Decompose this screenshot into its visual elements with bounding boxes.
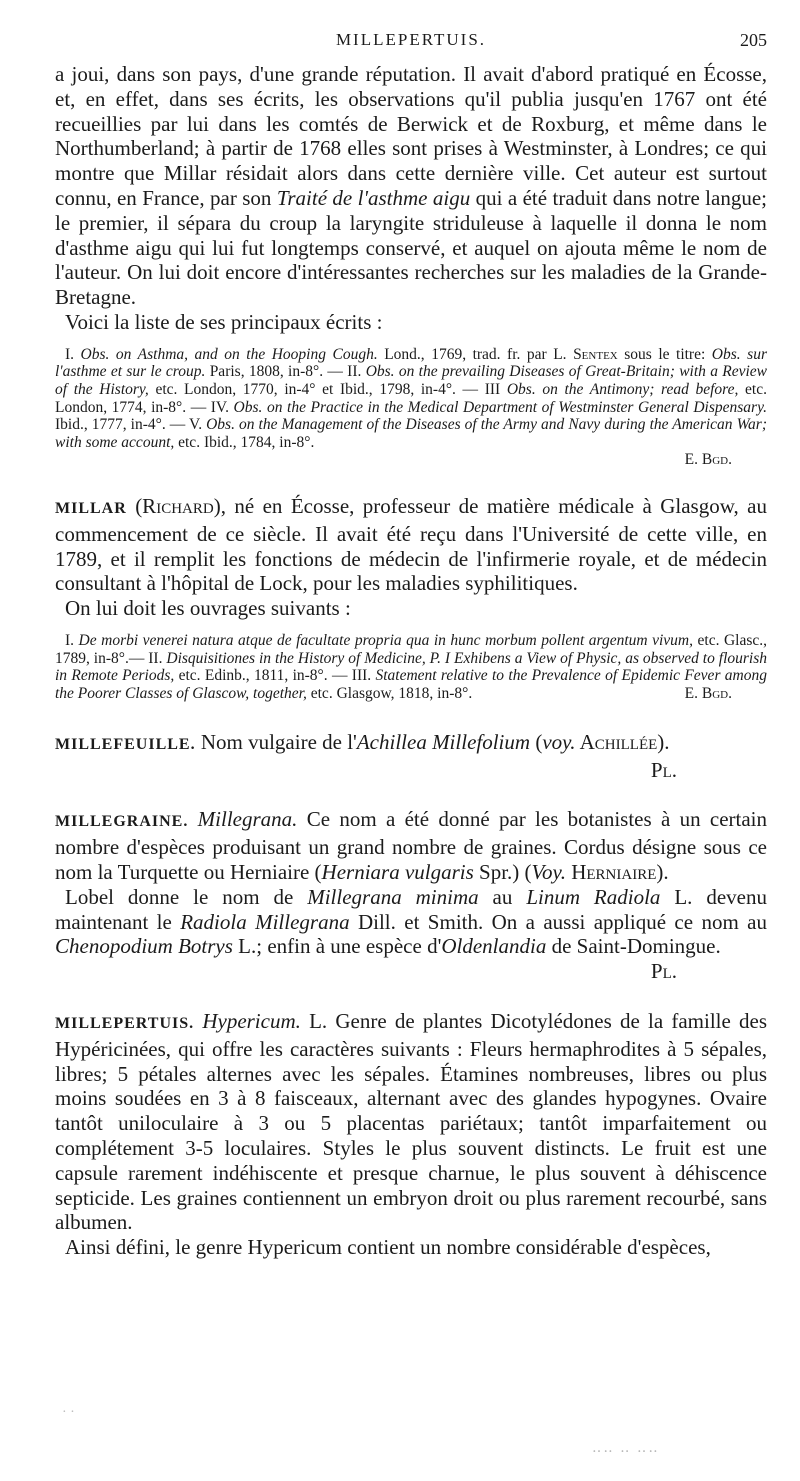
cross-ref: Achillée). (575, 729, 670, 754)
bib-text: Paris, 1808, in-8°. — II. (205, 363, 366, 381)
entry-text: de Saint-Domingue. (546, 934, 721, 959)
millefeuille-entry (55, 730, 767, 758)
bib-title: Disquisitiones in the History of Medicine, P. I Exhibens a View of Physic, as observed to flourish in Remote Periods, (55, 649, 767, 685)
bleed-through-mark: · · (62, 1405, 75, 1420)
bib-text: etc. Glasgow, 1818, in-8°. (306, 684, 473, 702)
bib-title: De morbi venerei natura atque de facultate propria qua in hunc morbum pollent argentum vivum, (78, 631, 694, 649)
millar-writings-intro: Voici la liste de ses principaux écrits : (65, 309, 383, 334)
voy-ref: Voy. (531, 860, 566, 885)
entry-text: L. devenu maintenant le (55, 884, 767, 934)
millar-signature (55, 451, 767, 469)
bib-text: I. (65, 631, 79, 649)
millegraine-signature (55, 959, 767, 984)
millar-bio-paragraph (55, 62, 767, 310)
millar-bio-text: a joui, dans son pays, d'une grande réputation. Il avait d'abord pratiqué en Écosse, et, en effet, dans ses écrits, les observations qu'il publia jusqu'en 1767 ont été recueillies par lui dans les comtés de Berwick et de Roxburg, et même dans le Northumberland; à partir de 1768 elles sont prises à Westminster, à Londres; ce qui montre que Millar résidait alors dans cette dernière ville. Cet auteur est surtout connu, en France, par son (55, 62, 767, 210)
bleed-through-mark: ‥‥ ‥ ‥‥ (592, 1441, 660, 1456)
headword-millar: MILLAR (55, 499, 127, 517)
entry-text: Nom vulgaire de l' (195, 729, 357, 754)
headword-millefeuille: MILLEFEUILLE. (55, 735, 196, 753)
millegraine-lobel-paragraph (55, 885, 767, 959)
voy-ref: voy. (542, 729, 576, 754)
millegraine-entry (55, 807, 767, 884)
running-title: MILLEPERTUIS. (335, 30, 487, 49)
latin-name: Millegrana. (188, 807, 298, 832)
bib-title: Obs. on the Management of the Diseases of the Army and Navy during the American War; with some account, (55, 416, 767, 451)
millefeuille-signature (55, 758, 767, 783)
bib-text: Ibid., 1777, in-4°. — V. (55, 416, 207, 434)
latin-name: Hypericum. (194, 1009, 301, 1034)
bib-text: I. (65, 345, 81, 363)
entry-text: au (478, 884, 527, 909)
latin-name: Linum Radiola (526, 884, 661, 909)
latin-name: Achillea Millefolium (356, 729, 531, 754)
millepertuis-paragraph-2: Ainsi défini, le genre Hypericum contient un nombre considérable d'espèces, (65, 1235, 711, 1260)
signature-text: Pl. (650, 757, 677, 782)
entry-text: Ce nom a été donné par les botanistes à un certain nombre d'espèces produisant un grand nombre de graines. Cordus désigne sous ce nom la Turquette ou Herniaire ( (55, 807, 767, 885)
bib-text: sous le titre: (617, 345, 712, 363)
bib-title: Obs. on the Practice in the Medical Department of Westminster General Dispensary. (233, 398, 767, 416)
latin-name: Radiola Millegrana (180, 909, 350, 934)
headword-millegraine: MILLEGRAINE. (55, 813, 189, 831)
bib-title: Obs. on the prevailing Diseases of Great-Britain; with a Review of the History, (55, 363, 767, 398)
page-header (55, 30, 767, 58)
signature-text: E. Bgd. (684, 451, 732, 469)
bib-title: Obs. on the Antimony; read before, (506, 380, 739, 398)
latin-name: Herniara vulgaris (321, 860, 474, 885)
millar-bibliography (55, 346, 767, 452)
signature-text: E. Bgd. (684, 685, 732, 703)
millar-richard-name: (Richard) (126, 493, 221, 518)
bib-title: Obs. sur l'asthme et sur le croup. (55, 345, 767, 381)
entry-text: Spr.) ( (473, 860, 532, 885)
entry-text: L. Genre de plantes Dicotylédones de la famille des Hypéricinées, qui offre les caractères suivants : Fleurs hermaphrodites à 5 sépales, libres; 5 pétales alternes avec les sépales. Étamines nombreuses, libres ou plus moins soudées en 3 à 8 faisceaux, alternant avec des glandes hypogynes. Ovaire tantôt uniloculaire à 3 ou 5 placentas pariétaux; tantôt imparfaitement ou complétement 3-5 loculaires. Styles le plus souvent distincts. Le fruit est une capsule rarement indéhiscente et presque charnue, le plus souvent à déhiscence septicide. Les graines contiennent un embryon droit ou plus rarement recourbé, sans albumen. (55, 1009, 767, 1235)
bib-text: etc. Edinb., 1811, in-8°. — III. (174, 667, 376, 685)
entry-text: ( (530, 729, 543, 754)
bib-text: etc. London, 1770, in-4° et Ibid., 1798, in-4°. — III (148, 380, 507, 398)
millar-bio-text-rest: qui a été traduit dans notre langue; le premier, il sépara du croup la laryngite striduleuse à laquelle il donna le nom d'asthme aigu qui lui fut longtemps conservé, et auquel on ajouta même le nom de l'auteur. On lui doit encore d'intéressantes recherches sur les maladies de la Grande-Bretagne. (55, 185, 767, 310)
millar-richard-entry (55, 494, 767, 596)
latin-name: Oldenlandia (441, 934, 547, 959)
millar-book-title: Traité de l'asthme aigu (276, 185, 471, 210)
bib-title: Statement relative to the Prevalence of Epidemic Fever among the Poorer Classes of Glascow, together, (55, 667, 767, 702)
millar-richard-works-intro: On lui doit les ouvrages suivants : (65, 596, 351, 621)
entry-text: Dill. et Smith. On a aussi appliqué ce nom au (349, 909, 767, 934)
bib-text: etc. London, 1774, in-8°. — IV. (55, 380, 767, 416)
latin-name: Millegrana minima (307, 884, 479, 909)
millar-richard-text: , né en Écosse, professeur de matière médicale à Glasgow, au commencement de ce siècle. Il avait été reçu dans l'Université de cette ville, en 1789, et il remplit les fonctions de médecin de l'infirmerie royale, et de médecin consultant à l'hôpital de Lock, pour les maladies syphilitiques. (55, 493, 767, 596)
entry-text: Lobel donne le nom de (65, 884, 308, 909)
headword-millepertuis: MILLEPERTUIS. (55, 1015, 195, 1033)
bib-text: Lond., 1769, trad. fr. par L. (377, 345, 574, 363)
bib-text: etc. Glasc., 1789, in-8°.— II. (55, 631, 767, 667)
signature-text: Pl. (650, 959, 677, 984)
bib-title: Obs. on Asthma, and on the Hooping Cough. (80, 345, 378, 363)
millepertuis-entry (55, 1009, 767, 1235)
bib-text: etc. Ibid., 1784, in-8°. (174, 433, 315, 451)
bib-author: Sentex (573, 345, 618, 363)
page-number: 205 (740, 30, 767, 50)
latin-name: Chenopodium Botrys (55, 934, 233, 959)
page-content (55, 62, 767, 1260)
cross-ref: Herniaire). (565, 860, 669, 885)
entry-text: L.; enfin à une espèce d' (232, 934, 442, 959)
